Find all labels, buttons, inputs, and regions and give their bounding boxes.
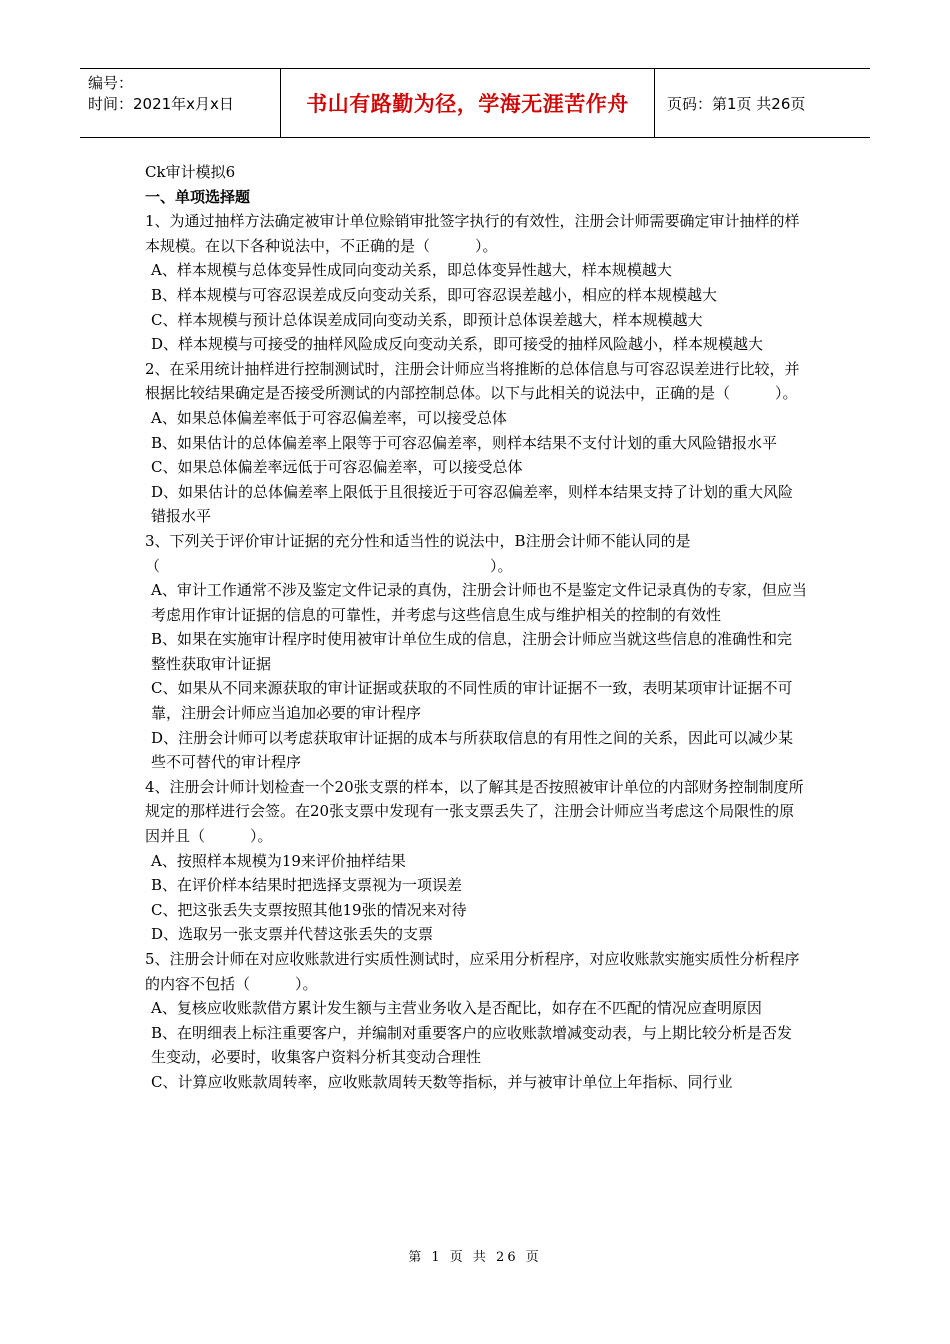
answer-option: A、按照样本规模为19来评价抽样结果 [151,851,406,870]
answer-option: C、如果总体偏差率远低于可容忍偏差率，可以接受总体 [151,458,523,477]
answer-option: B、在明细表上标注重要客户，并编制对重要客户的应收账款增减变动表，与上期比较分析是否发生变动，必要时，收集客户资料分析其变动合理性 [151,1023,793,1067]
header-page-info: 页码：第1页 共26页 [667,94,806,113]
answer-option: D、样本规模与可接受的抽样风险成反向变动关系，即可接受的抽样风险越小，样本规模越大 [151,335,764,354]
page-header [80,68,870,138]
page-footer: 第 1 页 共 26 页 [408,1250,542,1265]
header-motto: 书山有路勤为径，学海无涯苦作舟 [281,69,655,137]
document-title: Ck审计模拟6 [145,163,236,181]
document-number-label: 编号： [88,74,134,92]
question-text: 2、在采用统计抽样进行控制测试时，注册会计师应当将推断的总体信息与可容忍误差进行比较，并根据比较结果确定是否接受所测试的内部控制总体。以下与此相关的说法中，正确的是（ ）。 [145,359,800,403]
answer-option: C、计算应收账款周转率，应收账款周转天数等指标，并与被审计单位上年指标、同行业 [151,1072,733,1091]
document-body [145,160,807,1095]
header-meta [80,69,281,137]
answer-option: B、如果估计的总体偏差率上限等于可容忍偏差率，则样本结果不支付计划的重大风险错报水平 [151,433,778,452]
answer-option: D、注册会计师可以考虑获取审计证据的成本与所获取信息的有用性之间的关系，因此可以减少某些不可替代的审计程序 [151,728,794,772]
answer-option: A、如果总体偏差率低于可容忍偏差率，可以接受总体 [151,408,507,427]
answer-option: B、样本规模与可容忍误差成反向变动关系，即可容忍误差越小，相应的样本规模越大 [151,285,718,304]
question-text: 4、注册会计师计划检查一个20张支票的样本，以了解其是否按照被审计单位的内部财务控制制度所规定的那样进行会签。在20张支票中发现有一张支票丢失了，注册会计师应当考虑这个局限性的原因并且（ ）。 [145,777,804,846]
answer-option: A、审计工作通常不涉及鉴定文件记录的真伪，注册会计师也不是鉴定文件记录真伪的专家，但应当考虑用作审计证据的信息的可靠性，并考虑与这些信息生成与维护相关的控制的有效性 [151,581,807,624]
answer-option: A、复核应收账款借方累计发生额与主营业务收入是否配比，如存在不匹配的情况应查明原因 [151,999,762,1018]
answer-option: B、在评价样本结果时把选择支票视为一项误差 [151,876,463,895]
document-time: 时间：2021年x月x日 [88,95,234,113]
answer-option: C、把这张丢失支票按照其他19张的情况来对待 [151,900,467,919]
question-text: 3、下列关于评价审计证据的充分性和适当性的说法中，B注册会计师不能认同的是（ ）。 [145,531,691,575]
question-text: 1、为通过抽样方法确定被审计单位赊销审批签字执行的有效性，注册会计师需要确定审计抽样的样本规模。在以下各种说法中，不正确的是（ ）。 [145,212,800,255]
answer-option: A、样本规模与总体变异性成同向变动关系，即总体变异性越大，样本规模越大 [151,261,672,280]
answer-option: D、如果估计的总体偏差率上限低于且很接近于可容忍偏差率，则样本结果支持了计划的重大风险错报水平 [151,482,794,526]
answer-option: C、如果从不同来源获取的审计证据或获取的不同性质的审计证据不一致，表明某项审计证据不可靠，注册会计师应当追加必要的审计程序 [151,679,793,723]
answer-option: B、如果在实施审计程序时使用被审计单位生成的信息，注册会计师应当就这些信息的准确性和完整性获取审计证据 [151,630,793,673]
question-list [145,209,807,1094]
answer-option: C、样本规模与预计总体误差成同向变动关系，即预计总体误差越大，样本规模越大 [151,310,703,329]
question-text: 5、注册会计师在对应收账款进行实质性测试时，应采用分析程序，对应收账款实施实质性分析程序的内容不包括（ ）。 [145,950,800,993]
section-heading: 一、单项选择题 [145,187,251,206]
answer-option: D、选取另一张支票并代替这张丢失的支票 [151,925,434,944]
